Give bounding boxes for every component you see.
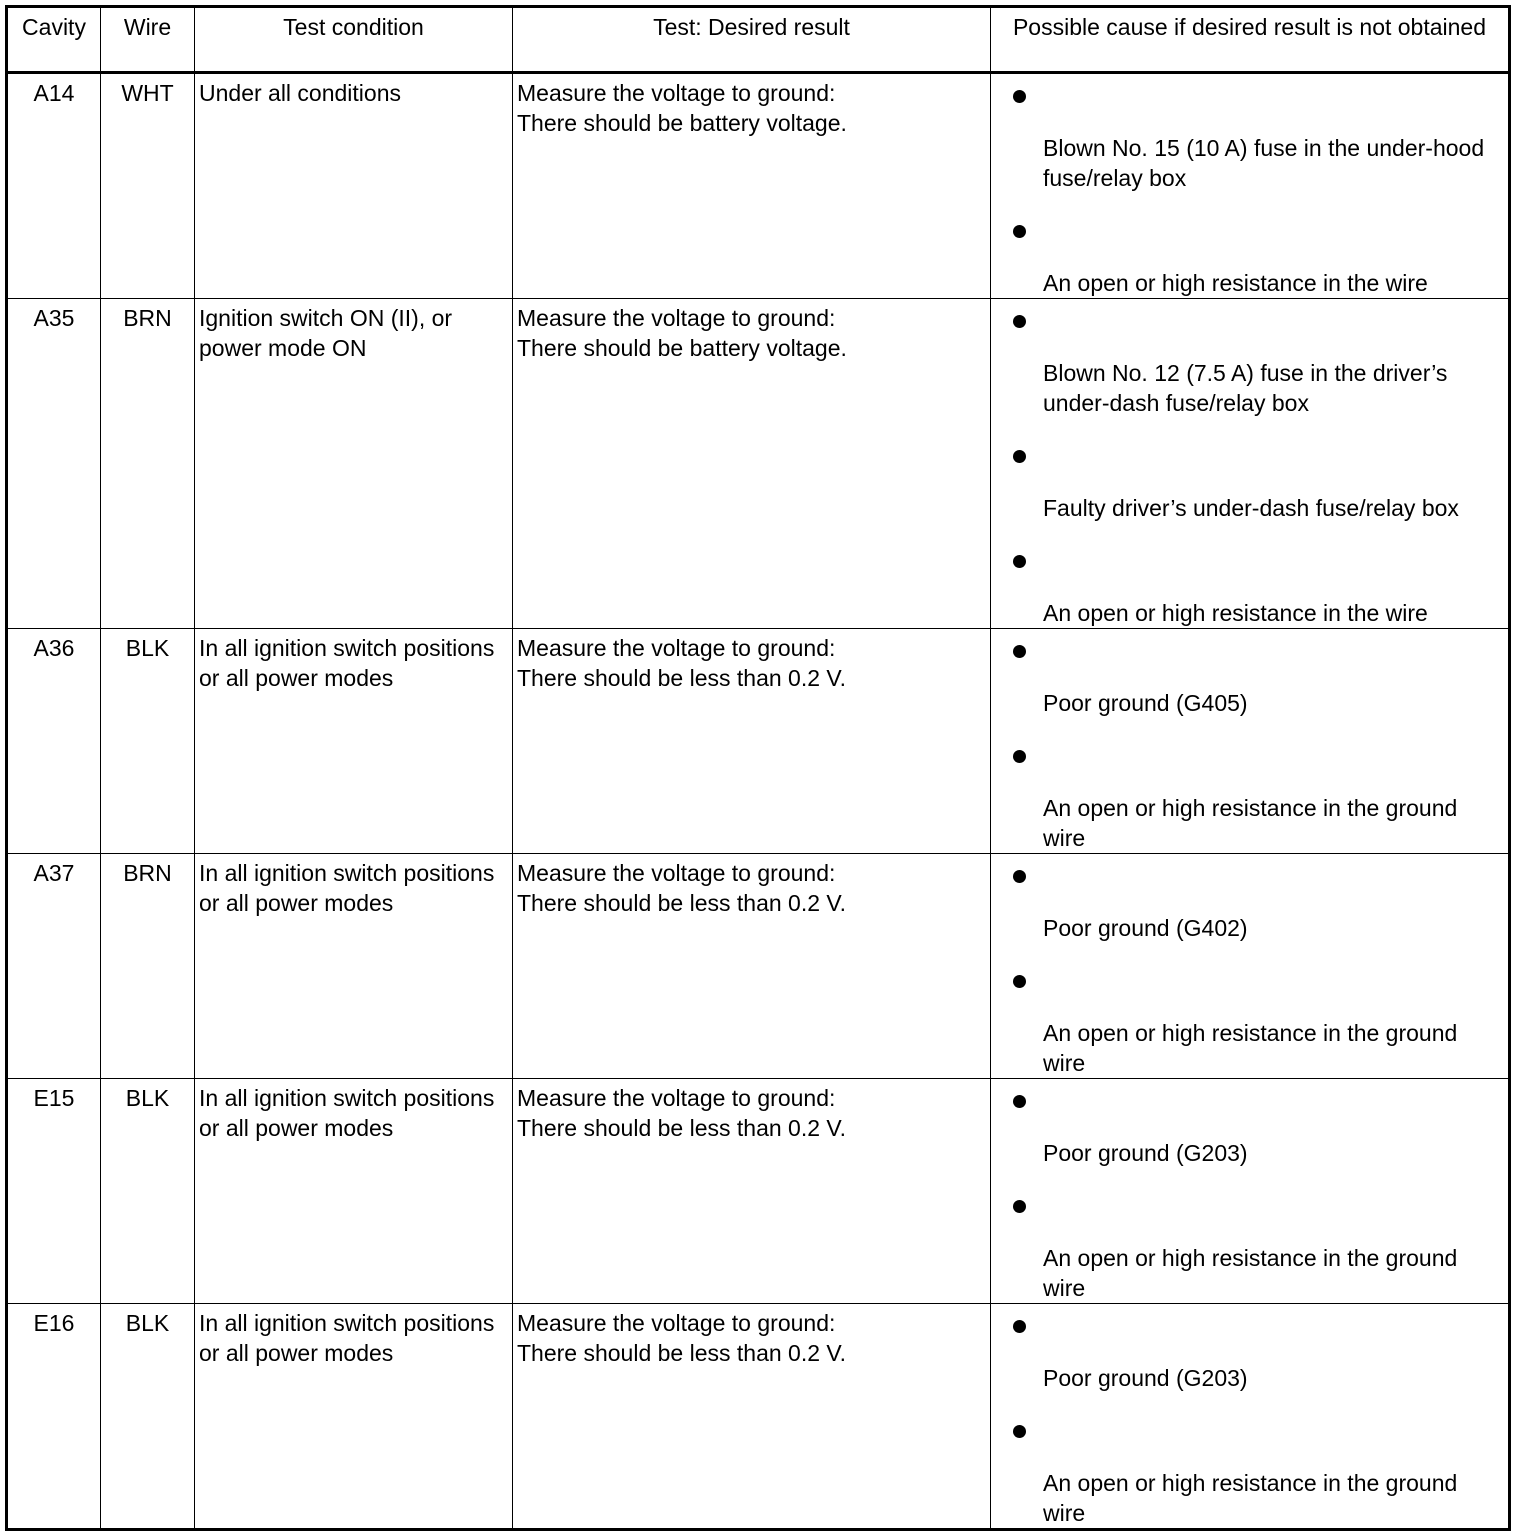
cause-item <box>1013 78 1502 193</box>
result-line: Measure the voltage to ground: <box>517 80 836 106</box>
table-row <box>7 299 1510 629</box>
cause-item <box>1013 1083 1502 1168</box>
result-line: There should be less than 0.2 V. <box>517 1115 847 1141</box>
cause-cell <box>991 854 1510 1079</box>
condition-cell: In all ignition switch positions or all power modes <box>195 854 513 1079</box>
result-cell <box>513 1304 991 1530</box>
cause-cell <box>991 1079 1510 1304</box>
condition-cell: Under all conditions <box>195 73 513 299</box>
bullet-icon <box>1013 645 1026 658</box>
condition-cell: Ignition switch ON (II), or power mode ON <box>195 299 513 629</box>
cause-text: Poor ground (G203) <box>1043 1365 1248 1391</box>
bullet-line <box>1013 738 1502 763</box>
result-line: There should be battery voltage. <box>517 110 847 136</box>
bullet-line <box>1013 633 1502 658</box>
bullet-icon <box>1013 1320 1026 1333</box>
cause-item <box>1013 1308 1502 1393</box>
bullet-icon <box>1013 750 1026 763</box>
bullet-icon <box>1013 975 1026 988</box>
bullet-line <box>1013 543 1502 568</box>
cause-item <box>1013 543 1502 628</box>
header-test-condition: Test condition <box>195 7 513 73</box>
cavity-cell: A36 <box>7 629 101 854</box>
cause-item <box>1013 858 1502 943</box>
result-line: Measure the voltage to ground: <box>517 1310 836 1336</box>
cavity-cell: A14 <box>7 73 101 299</box>
cause-item <box>1013 738 1502 853</box>
bullet-icon <box>1013 1200 1026 1213</box>
cause-text: An open or high resistance in the wire <box>1043 600 1428 626</box>
result-cell <box>513 854 991 1079</box>
table-body <box>7 73 1510 1530</box>
cause-item <box>1013 438 1502 523</box>
cause-text: Poor ground (G405) <box>1043 690 1248 716</box>
bullet-line <box>1013 438 1502 463</box>
table-row <box>7 73 1510 299</box>
voltage-test-table <box>5 5 1511 1531</box>
bullet-line <box>1013 1188 1502 1213</box>
cause-item <box>1013 963 1502 1078</box>
bullet-icon <box>1013 1095 1026 1108</box>
bullet-line <box>1013 1413 1502 1438</box>
cause-item <box>1013 213 1502 298</box>
bullet-icon <box>1013 90 1026 103</box>
table-row <box>7 629 1510 854</box>
cause-text: An open or high resistance in the ground wire <box>1043 795 1458 851</box>
header-possible-cause: Possible cause if desired result is not obtained <box>991 7 1510 73</box>
result-line: There should be less than 0.2 V. <box>517 890 847 916</box>
result-line: Measure the voltage to ground: <box>517 1085 836 1111</box>
cause-text: An open or high resistance in the ground wire <box>1043 1470 1458 1526</box>
cause-text: Blown No. 15 (10 A) fuse in the under-hood fuse/relay box <box>1043 135 1485 191</box>
result-line: There should be battery voltage. <box>517 335 847 361</box>
header-row <box>7 7 1510 73</box>
bullet-icon <box>1013 870 1026 883</box>
cause-item <box>1013 1188 1502 1303</box>
cause-text: An open or high resistance in the wire <box>1043 270 1428 296</box>
result-line: There should be less than 0.2 V. <box>517 665 847 691</box>
cause-item <box>1013 633 1502 718</box>
wire-cell: BRN <box>101 299 195 629</box>
cavity-cell: E15 <box>7 1079 101 1304</box>
bullet-icon <box>1013 225 1026 238</box>
bullet-icon <box>1013 555 1026 568</box>
cause-text: Blown No. 12 (7.5 A) fuse in the driver’s under-dash fuse/relay box <box>1043 360 1448 416</box>
bullet-line <box>1013 213 1502 238</box>
header-desired-result: Test: Desired result <box>513 7 991 73</box>
cause-item <box>1013 1413 1502 1528</box>
cause-cell <box>991 299 1510 629</box>
cause-text: An open or high resistance in the ground wire <box>1043 1020 1458 1076</box>
bullet-line <box>1013 858 1502 883</box>
result-line: There should be less than 0.2 V. <box>517 1340 847 1366</box>
result-cell <box>513 1079 991 1304</box>
cause-item <box>1013 303 1502 418</box>
header-wire: Wire <box>101 7 195 73</box>
cavity-cell: A35 <box>7 299 101 629</box>
wire-cell: BLK <box>101 629 195 854</box>
bullet-line <box>1013 303 1502 328</box>
cause-text: An open or high resistance in the ground wire <box>1043 1245 1458 1301</box>
bullet-line <box>1013 1083 1502 1108</box>
cavity-cell: E16 <box>7 1304 101 1530</box>
result-line: Measure the voltage to ground: <box>517 635 836 661</box>
cause-cell <box>991 629 1510 854</box>
result-cell <box>513 629 991 854</box>
bullet-line <box>1013 78 1502 103</box>
condition-cell: In all ignition switch positions or all power modes <box>195 1304 513 1530</box>
header-cavity: Cavity <box>7 7 101 73</box>
wire-cell: BLK <box>101 1079 195 1304</box>
table-row <box>7 1304 1510 1530</box>
table-row <box>7 854 1510 1079</box>
cause-text: Poor ground (G402) <box>1043 915 1248 941</box>
bullet-icon <box>1013 315 1026 328</box>
cause-text: Faulty driver’s under-dash fuse/relay box <box>1043 495 1459 521</box>
condition-cell: In all ignition switch positions or all power modes <box>195 1079 513 1304</box>
wire-cell: BRN <box>101 854 195 1079</box>
result-line: Measure the voltage to ground: <box>517 860 836 886</box>
cause-cell <box>991 1304 1510 1530</box>
cause-cell <box>991 73 1510 299</box>
table-row <box>7 1079 1510 1304</box>
wire-cell: BLK <box>101 1304 195 1530</box>
bullet-line <box>1013 963 1502 988</box>
result-line: Measure the voltage to ground: <box>517 305 836 331</box>
cavity-cell: A37 <box>7 854 101 1079</box>
wire-cell: WHT <box>101 73 195 299</box>
result-cell <box>513 73 991 299</box>
result-cell <box>513 299 991 629</box>
bullet-icon <box>1013 1425 1026 1438</box>
bullet-line <box>1013 1308 1502 1333</box>
bullet-icon <box>1013 450 1026 463</box>
condition-cell: In all ignition switch positions or all power modes <box>195 629 513 854</box>
cause-text: Poor ground (G203) <box>1043 1140 1248 1166</box>
